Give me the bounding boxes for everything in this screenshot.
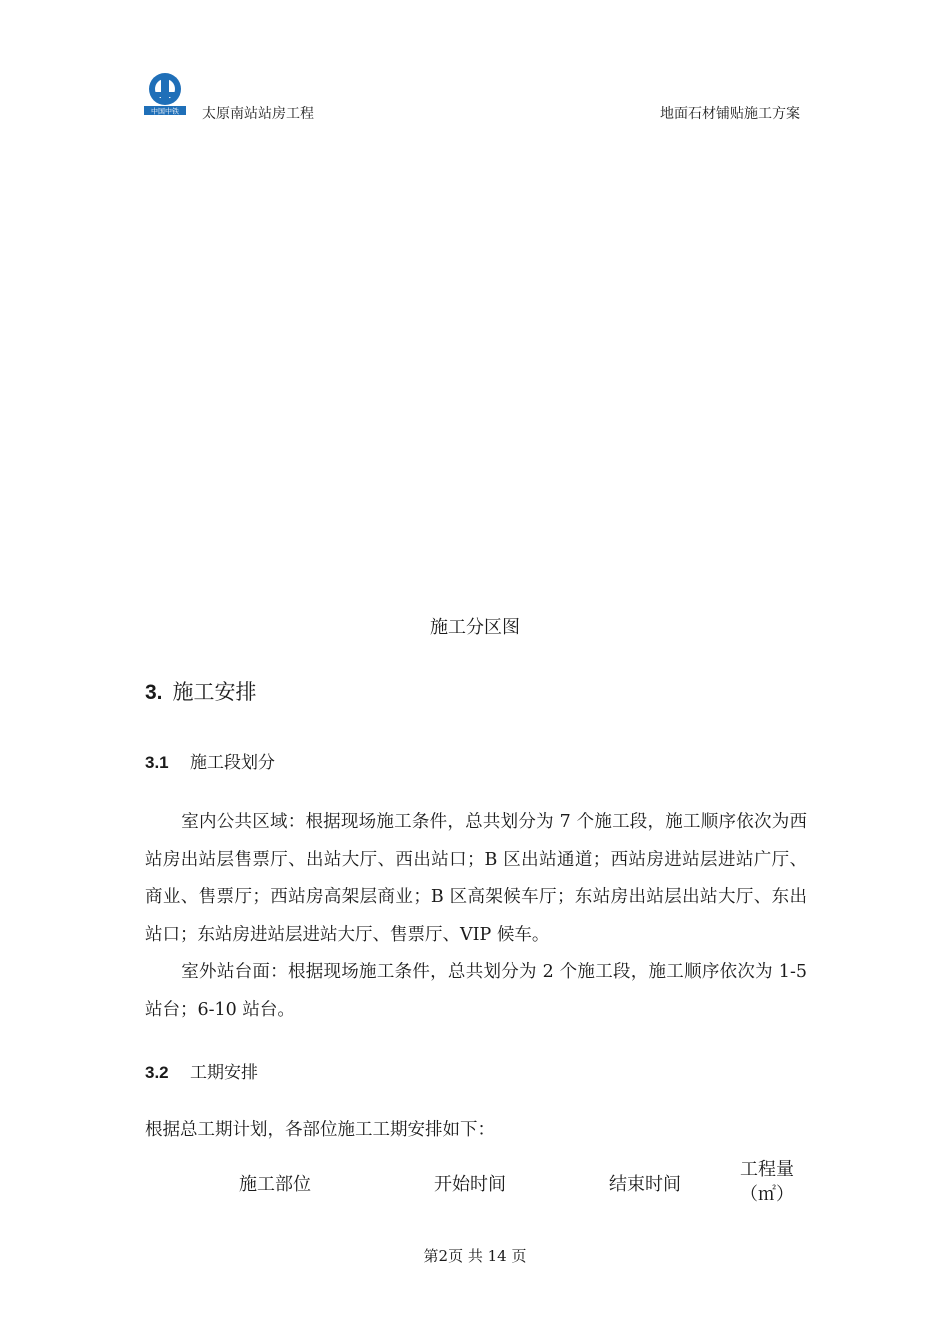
paragraph-text: 室内公共区域：根据现场施工条件，总共划分为 7 个施工段，施工顺序依次为西站房出站层售票厅、出站大厅、西出站口；B 区出站通道；西站房进站层进站广厅、商业、售票厅；西站房高架层商业；B 区高架候车厅；东站房出站层出站大厅、东出站口；东站房进站层进站大厅、售票厅、VIP 候车。 — [145, 812, 807, 945]
paragraph-schedule-intro — [145, 1112, 807, 1150]
section-title: 施工安排 — [172, 680, 257, 704]
paragraph-outdoor — [145, 954, 807, 1029]
section-number: 3. — [145, 681, 163, 704]
section-heading-3 — [145, 676, 257, 706]
table-header-location: 施工部位 — [239, 1174, 311, 1195]
page-header — [142, 70, 800, 120]
section-heading-3-2 — [145, 1058, 258, 1083]
paragraph-indoor — [145, 804, 807, 954]
table-header-end-time: 结束时间 — [609, 1174, 681, 1195]
figure-caption: 施工分区图 — [430, 617, 520, 638]
paragraph-text: 根据总工期计划，各部位施工工期安排如下： — [145, 1120, 495, 1140]
header-document-title: 地面石材铺贴施工方案 — [660, 106, 800, 122]
quantity-unit: （㎡） — [740, 1184, 794, 1205]
header-project-name: 太原南站站房工程 — [202, 106, 314, 122]
svg-text:中国中铁: 中国中铁 — [151, 107, 179, 116]
table-header-quantity — [717, 1157, 817, 1207]
section-number: 3.1 — [145, 753, 169, 772]
section-title: 工期安排 — [190, 1063, 258, 1083]
table-header-start-time: 开始时间 — [434, 1174, 506, 1195]
schedule-table-header — [145, 1155, 807, 1211]
section-heading-3-1 — [145, 748, 275, 773]
section-number: 3.2 — [145, 1063, 169, 1082]
page-footer: 第2页 共 14 页 — [423, 1247, 527, 1265]
paragraph-text: 室外站台面：根据现场施工条件，总共划分为 2 个施工段，施工顺序依次为 1-5 站台；6-10 站台。 — [145, 962, 807, 1020]
section-title: 施工段划分 — [190, 753, 275, 773]
quantity-label: 工程量 — [740, 1159, 794, 1180]
company-logo — [142, 70, 188, 116]
